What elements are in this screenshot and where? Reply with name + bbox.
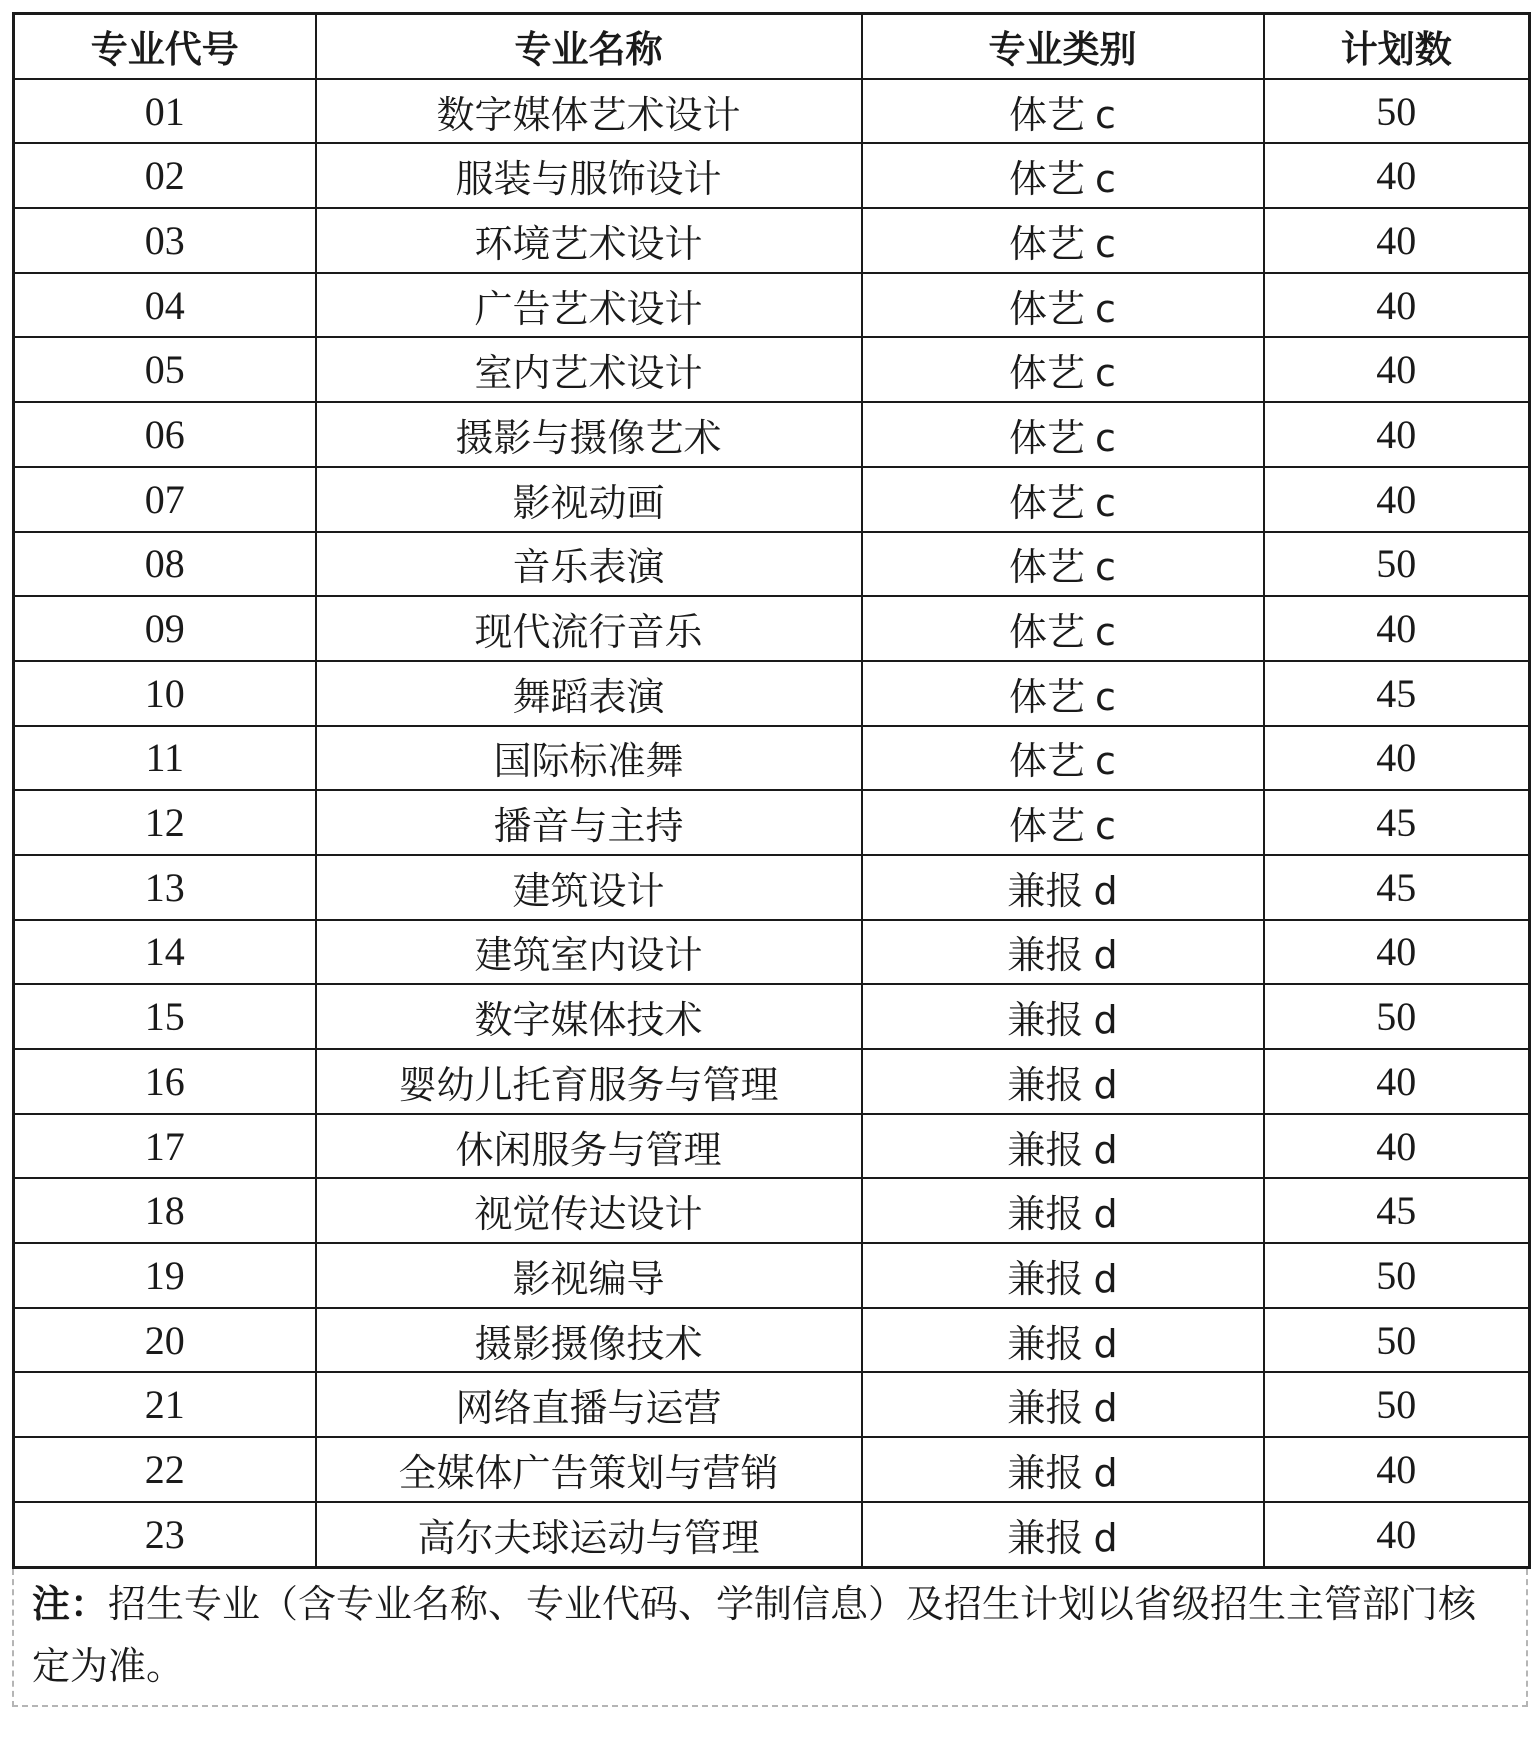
category-letter: c — [1095, 415, 1116, 460]
category-letter: d — [1093, 1450, 1118, 1495]
cell-category — [862, 1372, 1264, 1437]
cell-code: 03 — [14, 208, 316, 273]
cell-category — [862, 920, 1264, 985]
cell-code: 16 — [14, 1049, 316, 1114]
category-label: 体艺 — [1009, 610, 1086, 655]
table-row — [14, 1437, 1530, 1502]
cell-category — [862, 1308, 1264, 1373]
cell-count: 40 — [1264, 1437, 1530, 1502]
cell-category — [862, 337, 1264, 402]
cell-count: 50 — [1264, 1372, 1530, 1437]
document — [12, 12, 1528, 1707]
table-row — [14, 1308, 1530, 1373]
cell-name: 婴幼儿托育服务与管理 — [316, 1049, 862, 1114]
category-letter: d — [1093, 1386, 1118, 1431]
category-letter: c — [1095, 674, 1116, 719]
table-row — [14, 855, 1530, 920]
cell-category — [862, 1049, 1264, 1114]
category-label: 兼报 — [1007, 998, 1084, 1043]
cell-count: 45 — [1264, 855, 1530, 920]
header-category: 专业类别 — [862, 14, 1264, 79]
category-label: 体艺 — [1009, 221, 1086, 266]
cell-category — [862, 402, 1264, 467]
cell-code: 12 — [14, 790, 316, 855]
table-header-row — [14, 14, 1530, 79]
cell-code: 09 — [14, 596, 316, 661]
category-label: 体艺 — [1009, 545, 1086, 590]
category-letter: c — [1095, 221, 1116, 266]
category-label: 兼报 — [1007, 868, 1084, 913]
cell-code: 15 — [14, 984, 316, 1049]
category-label: 兼报 — [1007, 1450, 1084, 1495]
cell-count: 40 — [1264, 596, 1530, 661]
category-letter: d — [1093, 1192, 1118, 1237]
cell-count: 45 — [1264, 1178, 1530, 1243]
header-name: 专业名称 — [316, 14, 862, 79]
cell-name: 视觉传达设计 — [316, 1178, 862, 1243]
cell-category — [862, 661, 1264, 726]
category-letter: c — [1095, 739, 1116, 784]
table-row — [14, 984, 1530, 1049]
cell-name: 建筑设计 — [316, 855, 862, 920]
footnote-text: 招生专业（含专业名称、专业代码、学制信息）及招生计划以省级招生主管部门核定为准。 — [32, 1581, 1477, 1688]
cell-code: 14 — [14, 920, 316, 985]
cell-name: 影视动画 — [316, 467, 862, 532]
category-label: 体艺 — [1009, 351, 1086, 396]
cell-category — [862, 79, 1264, 144]
cell-category — [862, 208, 1264, 273]
cell-count: 40 — [1264, 1049, 1530, 1114]
cell-code: 06 — [14, 402, 316, 467]
category-label: 兼报 — [1007, 1256, 1084, 1301]
cell-count: 50 — [1264, 79, 1530, 144]
cell-code: 22 — [14, 1437, 316, 1502]
cell-category — [862, 1502, 1264, 1567]
cell-code: 05 — [14, 337, 316, 402]
cell-count: 45 — [1264, 661, 1530, 726]
cell-name: 环境艺术设计 — [316, 208, 862, 273]
cell-name: 服装与服饰设计 — [316, 143, 862, 208]
table-row — [14, 1243, 1530, 1308]
category-label: 体艺 — [1009, 674, 1086, 719]
footnote — [12, 1569, 1528, 1707]
cell-code: 01 — [14, 79, 316, 144]
cell-category — [862, 1114, 1264, 1179]
cell-count: 40 — [1264, 1114, 1530, 1179]
table-body — [14, 79, 1530, 1567]
table-row — [14, 402, 1530, 467]
table-row — [14, 79, 1530, 144]
cell-count: 50 — [1264, 984, 1530, 1049]
category-letter: d — [1093, 868, 1118, 913]
table-row — [14, 1372, 1530, 1437]
table-row — [14, 1049, 1530, 1114]
table-row — [14, 790, 1530, 855]
cell-code: 18 — [14, 1178, 316, 1243]
category-letter: c — [1095, 351, 1116, 396]
cell-name: 高尔夫球运动与管理 — [316, 1502, 862, 1567]
cell-code: 17 — [14, 1114, 316, 1179]
category-letter: c — [1095, 157, 1116, 202]
category-label: 体艺 — [1009, 480, 1086, 525]
cell-code: 08 — [14, 532, 316, 597]
category-letter: d — [1093, 1127, 1118, 1172]
cell-category — [862, 467, 1264, 532]
header-code: 专业代号 — [14, 14, 316, 79]
table-row — [14, 1114, 1530, 1179]
category-label: 体艺 — [1009, 804, 1086, 849]
table-row — [14, 337, 1530, 402]
cell-count: 40 — [1264, 208, 1530, 273]
header-count: 计划数 — [1264, 14, 1530, 79]
category-letter: c — [1095, 545, 1116, 590]
category-label: 体艺 — [1009, 286, 1086, 331]
cell-code: 10 — [14, 661, 316, 726]
cell-name: 摄影摄像技术 — [316, 1308, 862, 1373]
cell-count: 40 — [1264, 337, 1530, 402]
cell-category — [862, 984, 1264, 1049]
cell-name: 国际标准舞 — [316, 726, 862, 791]
category-label: 兼报 — [1007, 933, 1084, 978]
table-row — [14, 1502, 1530, 1567]
cell-count: 50 — [1264, 1308, 1530, 1373]
table-row — [14, 596, 1530, 661]
category-letter: c — [1095, 92, 1116, 137]
table-row — [14, 143, 1530, 208]
cell-name: 数字媒体技术 — [316, 984, 862, 1049]
category-letter: d — [1093, 998, 1118, 1043]
cell-name: 休闲服务与管理 — [316, 1114, 862, 1179]
category-letter: d — [1093, 933, 1118, 978]
cell-category — [862, 855, 1264, 920]
cell-category — [862, 726, 1264, 791]
cell-count: 40 — [1264, 402, 1530, 467]
cell-category — [862, 273, 1264, 338]
cell-name: 摄影与摄像艺术 — [316, 402, 862, 467]
cell-count: 50 — [1264, 1243, 1530, 1308]
cell-name: 舞蹈表演 — [316, 661, 862, 726]
table-row — [14, 273, 1530, 338]
footnote-label: 注： — [32, 1581, 109, 1626]
cell-code: 21 — [14, 1372, 316, 1437]
cell-count: 45 — [1264, 790, 1530, 855]
table-row — [14, 661, 1530, 726]
cell-code: 13 — [14, 855, 316, 920]
cell-count: 40 — [1264, 920, 1530, 985]
table-row — [14, 532, 1530, 597]
cell-name: 全媒体广告策划与营销 — [316, 1437, 862, 1502]
cell-category — [862, 532, 1264, 597]
category-letter: c — [1095, 286, 1116, 331]
table-row — [14, 920, 1530, 985]
category-letter: d — [1093, 1515, 1118, 1560]
category-letter: d — [1093, 1256, 1118, 1301]
category-label: 体艺 — [1009, 739, 1086, 784]
category-label: 兼报 — [1007, 1515, 1084, 1560]
cell-count: 40 — [1264, 143, 1530, 208]
cell-name: 建筑室内设计 — [316, 920, 862, 985]
cell-category — [862, 143, 1264, 208]
table-row — [14, 726, 1530, 791]
table-row — [14, 208, 1530, 273]
category-label: 体艺 — [1009, 415, 1086, 460]
cell-count: 50 — [1264, 532, 1530, 597]
enrollment-plan-table — [12, 12, 1531, 1569]
cell-category — [862, 1243, 1264, 1308]
table-row — [14, 467, 1530, 532]
cell-count: 40 — [1264, 467, 1530, 532]
category-label: 兼报 — [1007, 1321, 1084, 1366]
cell-name: 播音与主持 — [316, 790, 862, 855]
cell-category — [862, 790, 1264, 855]
cell-category — [862, 1178, 1264, 1243]
cell-name: 音乐表演 — [316, 532, 862, 597]
cell-category — [862, 1437, 1264, 1502]
cell-name: 网络直播与运营 — [316, 1372, 862, 1437]
cell-code: 11 — [14, 726, 316, 791]
cell-count: 40 — [1264, 726, 1530, 791]
category-label: 体艺 — [1009, 157, 1086, 202]
category-label: 体艺 — [1009, 92, 1086, 137]
category-label: 兼报 — [1007, 1062, 1084, 1107]
cell-name: 现代流行音乐 — [316, 596, 862, 661]
category-letter: d — [1093, 1062, 1118, 1107]
cell-category — [862, 596, 1264, 661]
category-letter: c — [1095, 480, 1116, 525]
category-label: 兼报 — [1007, 1127, 1084, 1172]
cell-name: 室内艺术设计 — [316, 337, 862, 402]
cell-name: 影视编导 — [316, 1243, 862, 1308]
cell-name: 广告艺术设计 — [316, 273, 862, 338]
category-label: 兼报 — [1007, 1192, 1084, 1237]
category-letter: c — [1095, 804, 1116, 849]
cell-code: 19 — [14, 1243, 316, 1308]
cell-code: 23 — [14, 1502, 316, 1567]
category-letter: d — [1093, 1321, 1118, 1366]
table-row — [14, 1178, 1530, 1243]
cell-code: 02 — [14, 143, 316, 208]
cell-code: 07 — [14, 467, 316, 532]
cell-name: 数字媒体艺术设计 — [316, 79, 862, 144]
category-label: 兼报 — [1007, 1386, 1084, 1431]
cell-count: 40 — [1264, 273, 1530, 338]
cell-code: 20 — [14, 1308, 316, 1373]
cell-count: 40 — [1264, 1502, 1530, 1567]
cell-code: 04 — [14, 273, 316, 338]
category-letter: c — [1095, 610, 1116, 655]
